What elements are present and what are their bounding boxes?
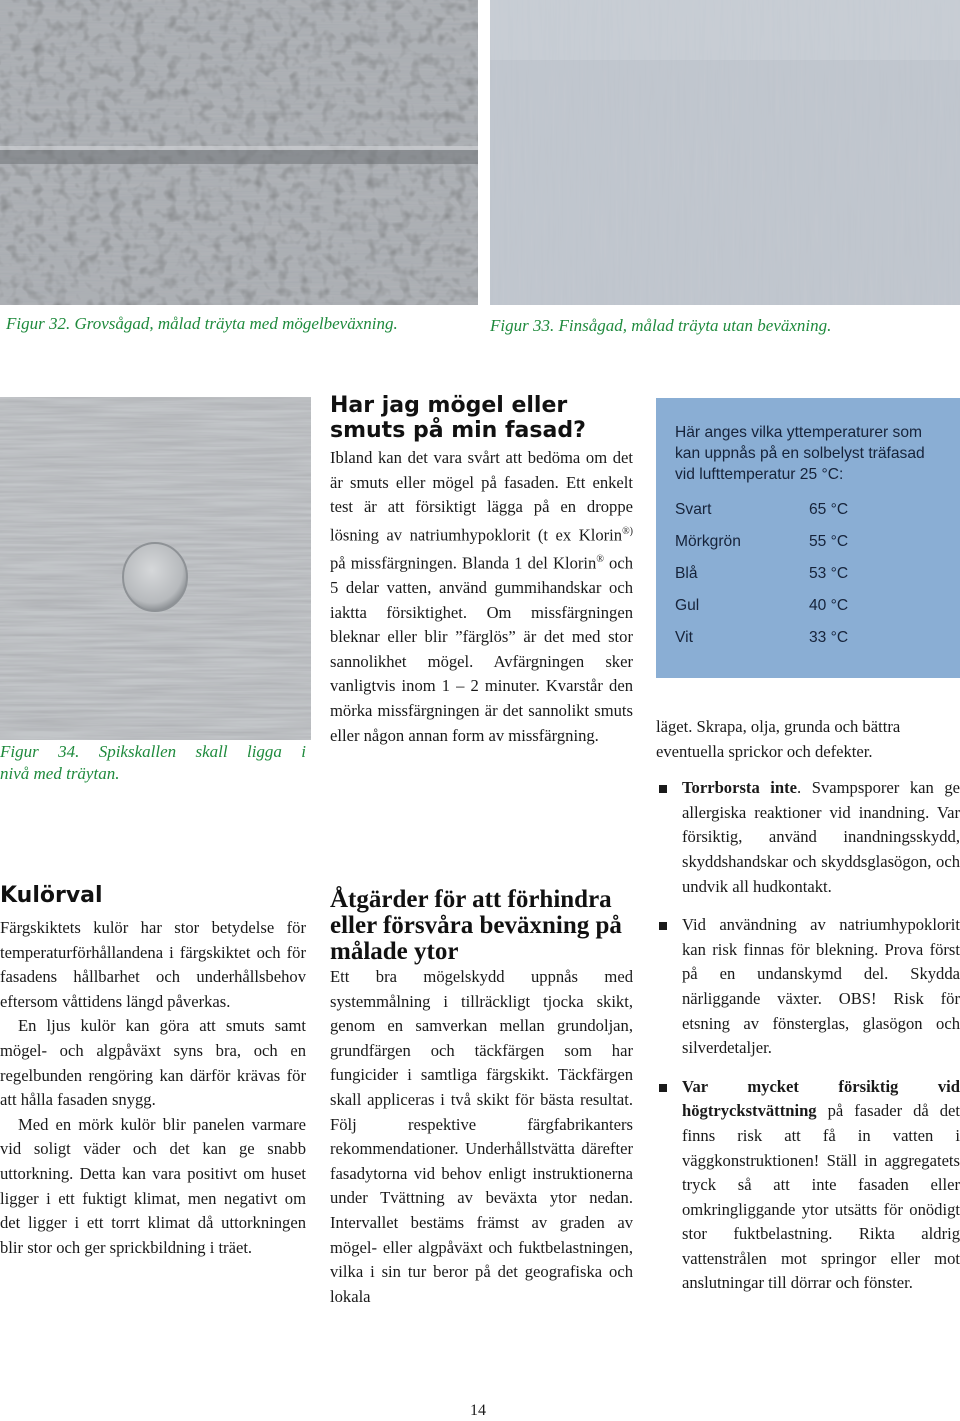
list-item-text: på fasader då det finns risk att få in vatten i väggkonstruktionen! Ställ in aggregatets tryck så att inte fasaden eller omkringliggande ytor utsätts för onödigt stor fuktbelastning. Rikta aldrig vattenstrålen mot springor eller mot anslutningar till dörrar och fönster. bbox=[682, 1101, 960, 1293]
list-item-text: . Svampsporer kan ge allergiska reaktioner vid inandning. Var försiktig, använd inandningsskydd, skyddshandskar och skyddsglasögon, och undvik all hudkontakt. bbox=[682, 778, 960, 896]
kulorval-paragraph: Med en mörk kulör blir panelen varmare vid soligt väder och det kan ge snabb uttorkning. Detta kan vara positivt om huset ligger i ett fuktigt klimat, men negativt om det ligger i ett torrt klimat då uttorkningen blir stor och ger sprickbildning i träet. bbox=[0, 1114, 306, 1257]
kulorval-paragraph: Färgskiktets kulör har stor betydelse för temperaturförhållandena i färgskiktet och för fasadens hållbarhet och underhållsbehov eftersom våttidens längd påverkas. bbox=[0, 918, 306, 1011]
figure-34-caption-line1: Figur 34. Spikskallen skall ligga i bbox=[0, 742, 306, 761]
list-item bbox=[656, 1075, 960, 1296]
temperature-row bbox=[675, 494, 938, 526]
mogel-body bbox=[330, 446, 633, 748]
atgarder-body bbox=[330, 965, 633, 1309]
bullet-square-icon bbox=[659, 785, 667, 793]
figure-32-photo bbox=[0, 0, 478, 305]
temperature-value: 55 °C bbox=[809, 533, 849, 550]
atgarder-heading: Åtgärder för att förhindra eller försvåra beväxning på målade ytor bbox=[330, 886, 622, 965]
temperature-row bbox=[675, 558, 938, 590]
list-item-bold: Torrborsta inte bbox=[682, 778, 798, 798]
figure-33-photo bbox=[490, 0, 960, 305]
mogel-text-c: och 5 delar vatten, använd gummihandskar och iaktta försiktighet. Om missfärgningen bleknar eller blir ”färglös” är det med stor sannolikhet mögel. Avfärgningen sker vanligtvis inom 1 – 2 minuter. Kvarstår den mörka missfärgningen är det sannolikt smuts eller någon annan form av missfärgning. bbox=[330, 553, 633, 745]
mogel-text-b: på missfärgningen. Blanda 1 del Klorin bbox=[330, 553, 597, 573]
registered-mark: ® bbox=[596, 553, 604, 565]
color-name: Vit bbox=[675, 629, 693, 646]
color-name: Svart bbox=[675, 501, 712, 518]
continuation-paragraph: läget. Skrapa, olja, grunda och bättra eventuella sprickor och defekter. bbox=[656, 717, 901, 761]
figure-34-caption bbox=[0, 741, 306, 785]
temperature-value: 65 °C bbox=[809, 501, 849, 518]
figure-33-caption: Figur 33. Finsågad, målad träyta utan beväxning. bbox=[490, 316, 832, 335]
temperature-value: 53 °C bbox=[809, 565, 849, 582]
kulorval-section bbox=[0, 883, 306, 1260]
color-name: Mörkgrön bbox=[675, 533, 741, 550]
info-box-intro: Här anges vilka yttemperaturer som kan uppnås på en solbelyst träfasad vid lufttemperatur 25 °C: bbox=[675, 424, 925, 483]
continuation-text bbox=[656, 715, 960, 764]
figure-34-caption-line2: nivå med träytan. bbox=[0, 764, 120, 783]
right-column bbox=[656, 715, 960, 1310]
page-number: 14 bbox=[470, 1402, 486, 1419]
color-name: Gul bbox=[675, 597, 700, 614]
registered-mark: ®) bbox=[622, 525, 633, 537]
temperature-info-box bbox=[656, 398, 960, 678]
kulorval-paragraph: En ljus kulör kan göra att smuts samt mögel- och algpåväxt syns bra, och en regelbunden rengöring kan därför krävas för att hålla fasaden snygg. bbox=[0, 1016, 306, 1110]
list-item bbox=[656, 913, 960, 1061]
kulorval-heading: Kulörval bbox=[0, 883, 103, 908]
list-item-bold: Var mycket försiktig vid högtryckstvättning bbox=[682, 1076, 960, 1121]
temperature-row bbox=[675, 590, 938, 622]
atgarder-paragraph: Ett bra mögelskydd uppnås med systemmålning i tillräckligt tjocka skikt, genom en samverkan mellan grundoljan, grundfärgen och täckfärgen som har fungicider i samtliga färgskikt. Täckfärgen skall appliceras i två skikt för bästa resultat. Följ respektive färgfabrikanters rekommendationer. Underhållstvätta därefter fasadytorna vid behov enligt instruktionerna under Tvättning av beväxta ytor nedan. Intervallet bestäms främst av graden av mögel- eller algpåväxt och fuktbelastningen, vilka i sin tur beror på det geografiska och lokala bbox=[330, 967, 633, 1306]
color-name: Blå bbox=[675, 565, 698, 582]
temperature-row bbox=[675, 526, 938, 558]
mogel-paragraph bbox=[330, 446, 633, 748]
temperature-value: 40 °C bbox=[809, 597, 849, 614]
figure-34-photo bbox=[0, 397, 311, 740]
kulorval-body bbox=[0, 916, 306, 1260]
mogel-text-a: Ibland kan det vara svårt att bedöma om det är smuts eller mögel på fasaden. Ett enkelt test är att försiktigt lägga på en droppe lösning av natriumhypoklorit (t ex Klorin bbox=[330, 448, 633, 545]
list-item-text: Vid användning av natriumhypoklorit kan risk finnas för blekning. Prova först på en undanskymd del. Skydda närliggande växter. OBS! Risk för etsning av fönsterglas, glasögon och silverdetaljer. bbox=[682, 915, 960, 1058]
bullet-square-icon bbox=[659, 922, 667, 930]
bullet-square-icon bbox=[659, 1084, 667, 1092]
list-item bbox=[656, 776, 960, 899]
atgarder-section bbox=[330, 887, 633, 1309]
advice-list bbox=[656, 776, 960, 1296]
mogel-heading: Har jag mögel eller smuts på min fasad? bbox=[330, 393, 586, 443]
mogel-section bbox=[330, 393, 633, 748]
temperature-value: 33 °C bbox=[809, 629, 849, 646]
figure-32-caption: Figur 32. Grovsågad, målad träyta med mögelbeväxning. bbox=[6, 314, 398, 333]
temperature-row bbox=[675, 622, 938, 654]
